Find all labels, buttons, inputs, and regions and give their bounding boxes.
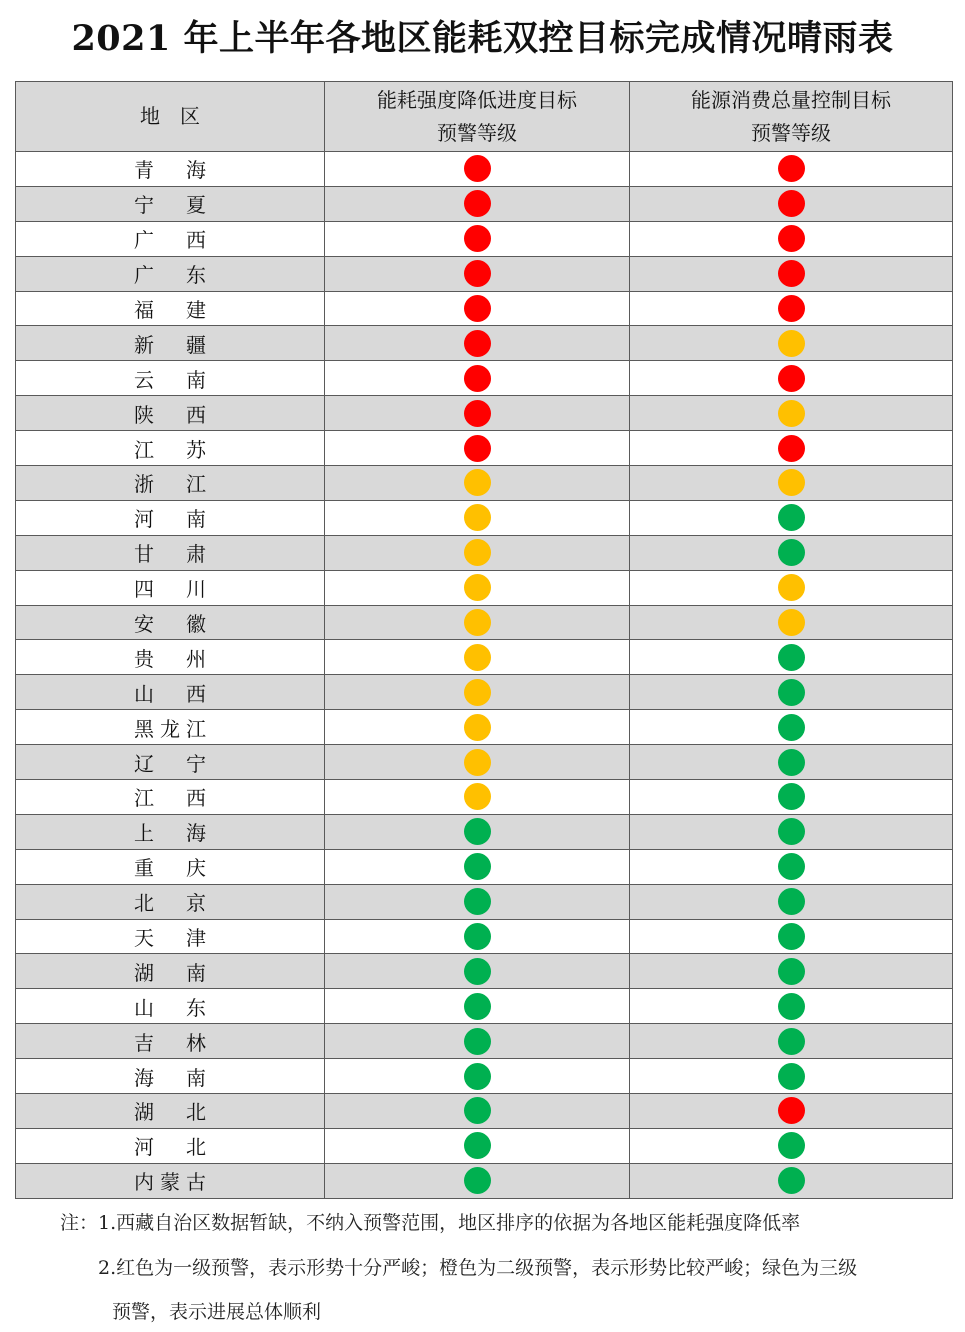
region-cell xyxy=(16,1024,325,1059)
table-row xyxy=(16,256,953,291)
intensity-warning-dot-red xyxy=(464,260,491,287)
region-cell xyxy=(16,814,325,849)
intensity-warning-dot-red xyxy=(464,400,491,427)
region-cell xyxy=(16,361,325,396)
intensity-warning-dot-green xyxy=(464,923,491,950)
intensity-level-cell xyxy=(325,361,630,396)
intensity-level-cell xyxy=(325,884,630,919)
intensity-level-cell xyxy=(325,466,630,501)
region-name: 河南 xyxy=(134,507,206,532)
region-name: 贵州 xyxy=(134,646,206,671)
total-level-cell xyxy=(630,431,953,466)
table-row xyxy=(16,361,953,396)
table-row xyxy=(16,186,953,221)
total-level-cell xyxy=(630,1059,953,1094)
header-intensity-line2: 预警等级 xyxy=(437,120,517,145)
intensity-warning-dot-green xyxy=(464,888,491,915)
region-name: 江苏 xyxy=(134,437,206,462)
intensity-warning-dot-red xyxy=(464,330,491,357)
region-cell xyxy=(16,989,325,1024)
intensity-warning-dot-orange xyxy=(464,469,491,496)
table-row xyxy=(16,605,953,640)
total-warning-dot-green xyxy=(778,1028,805,1055)
region-name: 天津 xyxy=(134,926,206,951)
intensity-warning-dot-orange xyxy=(464,539,491,566)
table-row xyxy=(16,884,953,919)
intensity-warning-dot-green xyxy=(464,1097,491,1124)
table-row xyxy=(16,291,953,326)
region-name: 福建 xyxy=(134,298,206,322)
total-warning-dot-orange xyxy=(778,330,805,357)
region-cell xyxy=(16,570,325,605)
intensity-warning-dot-orange xyxy=(464,749,491,776)
intensity-warning-dot-green xyxy=(464,853,491,880)
total-level-cell xyxy=(630,500,953,535)
table-row xyxy=(16,710,953,745)
total-level-cell xyxy=(630,954,953,989)
intensity-warning-dot-red xyxy=(464,155,491,182)
total-warning-dot-green xyxy=(778,644,805,671)
header-region-label: 地 区 xyxy=(140,104,200,128)
intensity-warning-dot-orange xyxy=(464,574,491,601)
region-cell xyxy=(16,675,325,710)
intensity-level-cell xyxy=(325,1163,630,1198)
intensity-level-cell xyxy=(325,710,630,745)
total-level-cell xyxy=(630,1128,953,1163)
region-cell xyxy=(16,466,325,501)
intensity-level-cell xyxy=(325,221,630,256)
region-name: 山东 xyxy=(134,995,206,1020)
intensity-level-cell xyxy=(325,954,630,989)
table-body xyxy=(16,152,953,1199)
total-level-cell xyxy=(630,326,953,361)
region-cell xyxy=(16,954,325,989)
intensity-warning-dot-red xyxy=(464,190,491,217)
region-name: 云南 xyxy=(134,367,206,392)
intensity-warning-dot-orange xyxy=(464,783,491,810)
note-line-3: 预警，表示进展总体顺利 xyxy=(112,1301,322,1323)
table-row xyxy=(16,152,953,187)
total-warning-dot-green xyxy=(778,888,805,915)
header-total-line2: 预警等级 xyxy=(751,120,831,145)
total-warning-dot-green xyxy=(778,993,805,1020)
region-cell xyxy=(16,500,325,535)
region-cell xyxy=(16,256,325,291)
total-level-cell xyxy=(630,396,953,431)
total-warning-dot-red xyxy=(778,225,805,252)
table-row xyxy=(16,675,953,710)
region-cell xyxy=(16,710,325,745)
total-level-cell xyxy=(630,780,953,815)
intensity-level-cell xyxy=(325,256,630,291)
region-cell xyxy=(16,186,325,221)
region-name: 辽宁 xyxy=(134,751,206,776)
note-line-1: 注：1.西藏自治区数据暂缺，不纳入预警范围，地区排序的依据为各地区能耗强度降低率 xyxy=(60,1212,801,1234)
table-row xyxy=(16,431,953,466)
region-cell xyxy=(16,605,325,640)
region-name: 河北 xyxy=(134,1135,206,1160)
total-level-cell xyxy=(630,814,953,849)
intensity-level-cell xyxy=(325,1094,630,1129)
region-name: 海南 xyxy=(134,1065,206,1090)
table-row xyxy=(16,221,953,256)
intensity-level-cell xyxy=(325,814,630,849)
region-cell xyxy=(16,1163,325,1198)
region-cell xyxy=(16,1128,325,1163)
total-warning-dot-green xyxy=(778,923,805,950)
intensity-warning-dot-green xyxy=(464,1028,491,1055)
total-level-cell xyxy=(630,989,953,1024)
note-line-2: 2.红色为一级预警，表示形势十分严峻；橙色为二级预警，表示形势比较严峻；绿色为三级 xyxy=(98,1257,858,1279)
header-intensity-line1: 能耗强度降低进度目标 xyxy=(377,87,577,112)
intensity-level-cell xyxy=(325,919,630,954)
total-warning-dot-red xyxy=(778,190,805,217)
intensity-warning-dot-orange xyxy=(464,714,491,741)
table-row xyxy=(16,814,953,849)
region-name: 安徽 xyxy=(134,612,206,637)
total-warning-dot-red xyxy=(778,365,805,392)
table-row xyxy=(16,780,953,815)
page-title: 2021 年上半年各地区能耗双控目标完成情况晴雨表 xyxy=(71,18,894,59)
region-name: 重庆 xyxy=(134,856,206,881)
intensity-level-cell xyxy=(325,431,630,466)
table-row xyxy=(16,466,953,501)
intensity-level-cell xyxy=(325,186,630,221)
intensity-warning-dot-red xyxy=(464,365,491,392)
table-row xyxy=(16,1094,953,1129)
total-level-cell xyxy=(630,745,953,780)
intensity-level-cell xyxy=(325,291,630,326)
total-warning-dot-red xyxy=(778,435,805,462)
intensity-level-cell xyxy=(325,326,630,361)
table-row xyxy=(16,745,953,780)
total-level-cell xyxy=(630,466,953,501)
total-warning-dot-green xyxy=(778,958,805,985)
region-name: 吉林 xyxy=(134,1030,206,1055)
total-level-cell xyxy=(630,919,953,954)
table-row xyxy=(16,1163,953,1198)
region-cell xyxy=(16,431,325,466)
header-total-line1: 能源消费总量控制目标 xyxy=(691,87,891,112)
region-cell xyxy=(16,919,325,954)
intensity-level-cell xyxy=(325,570,630,605)
region-name: 北京 xyxy=(134,891,206,916)
region-cell xyxy=(16,152,325,187)
intensity-level-cell xyxy=(325,1059,630,1094)
total-level-cell xyxy=(630,570,953,605)
total-warning-dot-green xyxy=(778,714,805,741)
total-warning-dot-orange xyxy=(778,469,805,496)
total-level-cell xyxy=(630,291,953,326)
region-cell xyxy=(16,745,325,780)
intensity-level-cell xyxy=(325,605,630,640)
intensity-warning-dot-green xyxy=(464,1132,491,1159)
total-level-cell xyxy=(630,1024,953,1059)
intensity-warning-dot-green xyxy=(464,818,491,845)
region-name: 黑龙江 xyxy=(134,716,206,741)
region-cell xyxy=(16,326,325,361)
region-cell xyxy=(16,396,325,431)
intensity-warning-dot-green xyxy=(464,993,491,1020)
total-warning-dot-green xyxy=(778,1167,805,1194)
total-warning-dot-green xyxy=(778,749,805,776)
region-cell xyxy=(16,1094,325,1129)
table-row xyxy=(16,500,953,535)
intensity-warning-dot-red xyxy=(464,295,491,322)
intensity-warning-dot-orange xyxy=(464,609,491,636)
intensity-warning-dot-orange xyxy=(464,644,491,671)
intensity-level-cell xyxy=(325,500,630,535)
total-level-cell xyxy=(630,1094,953,1129)
table-row xyxy=(16,989,953,1024)
region-name: 青海 xyxy=(134,158,206,183)
intensity-level-cell xyxy=(325,675,630,710)
table-header-row xyxy=(16,82,953,152)
intensity-warning-dot-green xyxy=(464,1167,491,1194)
intensity-warning-dot-green xyxy=(464,1063,491,1090)
total-level-cell xyxy=(630,535,953,570)
total-warning-dot-red xyxy=(778,295,805,322)
intensity-level-cell xyxy=(325,535,630,570)
region-name: 上海 xyxy=(134,821,206,846)
total-level-cell xyxy=(630,675,953,710)
region-cell xyxy=(16,780,325,815)
total-warning-dot-green xyxy=(778,504,805,531)
table-row xyxy=(16,954,953,989)
table-row xyxy=(16,919,953,954)
region-name: 陕西 xyxy=(134,402,206,427)
intensity-level-cell xyxy=(325,152,630,187)
total-warning-dot-red xyxy=(778,260,805,287)
intensity-warning-dot-green xyxy=(464,958,491,985)
total-warning-dot-green xyxy=(778,783,805,810)
intensity-level-cell xyxy=(325,396,630,431)
total-warning-dot-orange xyxy=(778,400,805,427)
intensity-warning-dot-red xyxy=(464,225,491,252)
region-cell xyxy=(16,535,325,570)
region-name: 浙江 xyxy=(134,472,206,497)
intensity-level-cell xyxy=(325,745,630,780)
total-warning-dot-green xyxy=(778,539,805,566)
total-warning-dot-green xyxy=(778,1132,805,1159)
total-warning-dot-green xyxy=(778,818,805,845)
table-row xyxy=(16,849,953,884)
header-total xyxy=(630,82,953,152)
total-warning-dot-orange xyxy=(778,609,805,636)
total-warning-dot-green xyxy=(778,1063,805,1090)
region-name: 新疆 xyxy=(134,332,206,357)
total-level-cell xyxy=(630,884,953,919)
total-warning-dot-red xyxy=(778,1097,805,1124)
region-name: 湖南 xyxy=(134,960,206,985)
region-name: 内蒙古 xyxy=(134,1170,206,1195)
total-level-cell xyxy=(630,221,953,256)
total-level-cell xyxy=(630,605,953,640)
total-warning-dot-orange xyxy=(778,574,805,601)
total-level-cell xyxy=(630,256,953,291)
region-name: 山西 xyxy=(134,681,206,706)
region-name: 甘肃 xyxy=(134,542,206,567)
region-cell xyxy=(16,640,325,675)
region-name: 广东 xyxy=(134,263,206,288)
total-warning-dot-green xyxy=(778,853,805,880)
total-level-cell xyxy=(630,710,953,745)
intensity-level-cell xyxy=(325,1024,630,1059)
region-name: 四川 xyxy=(134,577,206,602)
region-cell xyxy=(16,221,325,256)
table-row xyxy=(16,1059,953,1094)
intensity-warning-dot-red xyxy=(464,435,491,462)
region-name: 湖北 xyxy=(134,1100,206,1125)
total-level-cell xyxy=(630,152,953,187)
intensity-warning-dot-orange xyxy=(464,679,491,706)
total-warning-dot-red xyxy=(778,155,805,182)
region-name: 江西 xyxy=(134,786,206,811)
total-level-cell xyxy=(630,849,953,884)
region-cell xyxy=(16,884,325,919)
table-row xyxy=(16,640,953,675)
table-row xyxy=(16,535,953,570)
intensity-level-cell xyxy=(325,780,630,815)
intensity-level-cell xyxy=(325,989,630,1024)
table-row xyxy=(16,326,953,361)
intensity-level-cell xyxy=(325,1128,630,1163)
table-row xyxy=(16,570,953,605)
intensity-level-cell xyxy=(325,640,630,675)
region-name: 广西 xyxy=(134,228,206,253)
intensity-warning-dot-orange xyxy=(464,504,491,531)
region-name: 宁夏 xyxy=(134,193,206,218)
header-region xyxy=(16,82,325,152)
total-warning-dot-green xyxy=(778,679,805,706)
total-level-cell xyxy=(630,640,953,675)
table-row xyxy=(16,396,953,431)
total-level-cell xyxy=(630,1163,953,1198)
total-level-cell xyxy=(630,186,953,221)
region-cell xyxy=(16,1059,325,1094)
warning-table xyxy=(15,81,953,1199)
total-level-cell xyxy=(630,361,953,396)
table-row xyxy=(16,1024,953,1059)
table-row xyxy=(16,1128,953,1163)
header-intensity xyxy=(325,82,630,152)
region-cell xyxy=(16,849,325,884)
region-cell xyxy=(16,291,325,326)
intensity-level-cell xyxy=(325,849,630,884)
